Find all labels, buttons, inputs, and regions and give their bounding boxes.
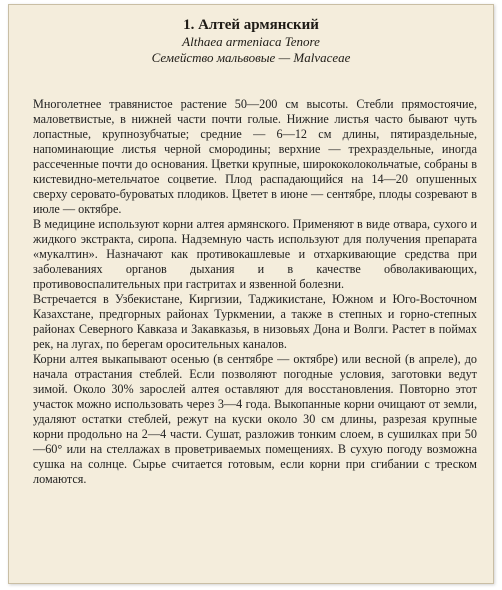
medical-use-paragraph: В медицине используют корни алтея армянского. Применяют в виде отвара, сухого и жидкого экстракта, сиропа. Надземную часть используют для получения препарата «мукалтин». Назначают как противокашлевые и отхаркивающие средства при заболеваниях органов дыхания и в качестве обволакивающих, противовоспалительных при гастритах и язвенной болезни. <box>33 217 477 291</box>
harvesting-paragraph: Корни алтея выкапывают осенью (в сентябре — октябре) или весной (в апреле), до начала отрастания стеблей. Если позволяют погодные условия, заготовки ведут зимой. Около 30% зарослей алтея оставляют для восстановления. Повторно этот участок можно использовать через 3—4 года. Выкопанные корни очищают от земли, удаляют остатки стеблей, режут на куски около 30 см длины, разрезая крупные корни продольно на 2—4 части. Сушат, разложив тонким слоем, в сушилках при 50—60° или на стеллажах в проветриваемых помещениях. В сухую погоду возможна сушка на солнце. Сырье считается готовым, если корни при сгибании с треском ломаются. <box>33 352 477 486</box>
plant-family: Семейство мальвовые — Malvaceae <box>151 50 351 65</box>
plant-title: 1. Алтей армянский <box>183 17 319 33</box>
description-paragraph: Многолетнее травянистое растение 50—200 см высоты. Стебли прямостоячие, маловетвистые, в нижней части почти голые. Нижние листья часто бывают чуть лопастные, крупнозубчатые; средние — 6—12 см длины, пятираздельные, напоминающие листья черной смородины; верхние — трехраздельные, иногда рассеченные почти до основания. Цветки крупные, ширококолокольчатые, собраны в кистевидно-метельчатое соцветие. Плод распадающийся на 14—20 опушенных сверху серовато-буроватых плодиков. Цветет в июне — сентябре, плоды созревают в июле — октябре. <box>33 97 477 216</box>
entry-header <box>9 17 493 66</box>
entry-body <box>33 97 477 487</box>
latin-name: Althaea armeniaca Tenore <box>182 34 320 49</box>
distribution-paragraph: Встречается в Узбекистане, Киргизии, Таджикистане, Южном и Юго-Восточном Казахстане, предгорных районах Туркмении, а также в степных и горно-степных районах Северного Кавказа и Закавказья, в низовьях Дона и Волги. Растет в поймах рек, на лугах, по берегам оросительных каналов. <box>33 292 477 351</box>
book-page <box>8 4 494 584</box>
